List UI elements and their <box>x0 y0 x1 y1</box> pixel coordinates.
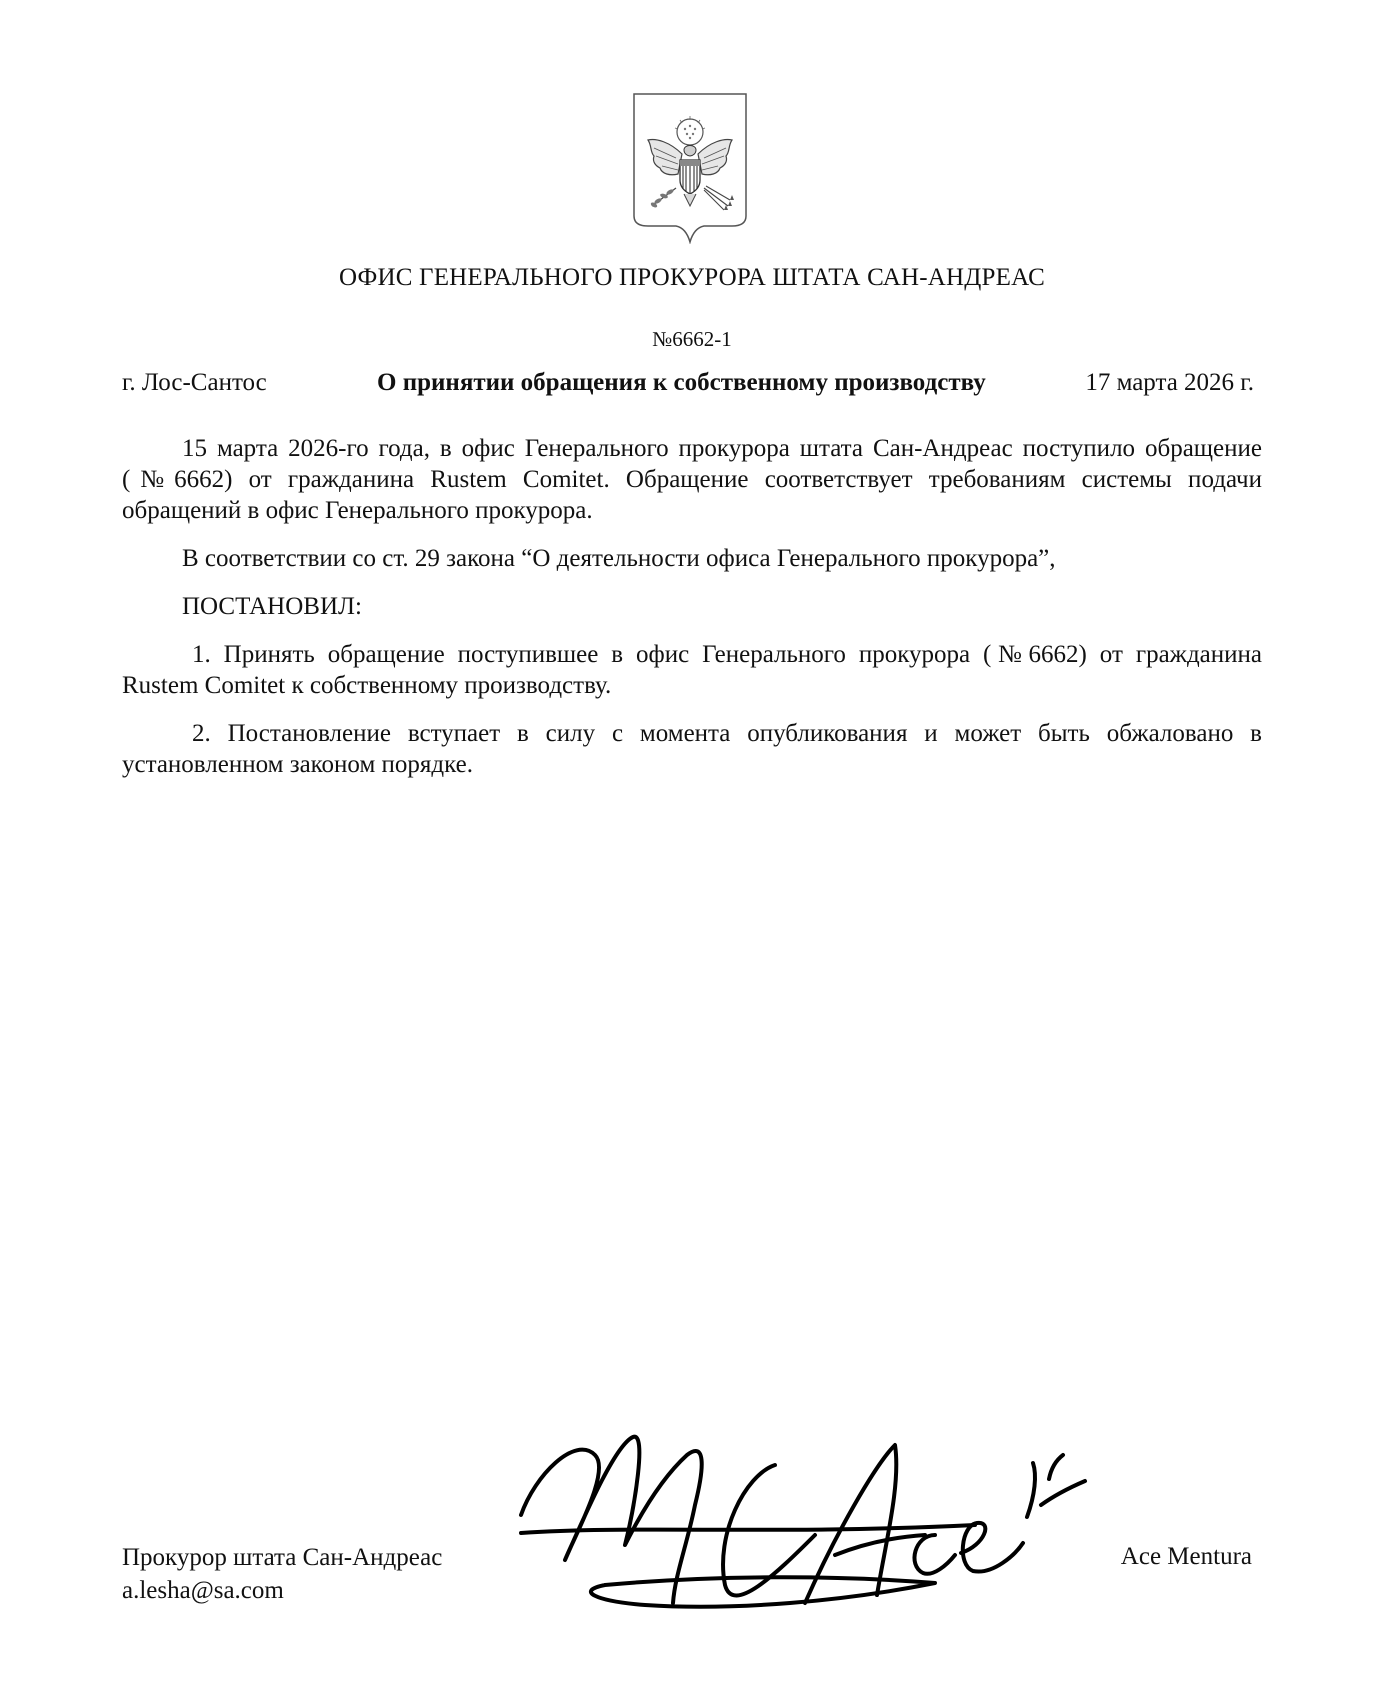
document-number: №6662-1 <box>652 327 732 351</box>
document-meta-row <box>122 369 1254 401</box>
coat-of-arms-icon <box>632 92 748 244</box>
resolution-item-2: 2. Постановление вступает в силу с момента опубликования и может быть обжаловано в установленном законом порядке. <box>122 720 1262 778</box>
document-date: 17 марта 2026 г. <box>1085 369 1254 396</box>
signatory-block <box>122 1541 442 1607</box>
signatory-email: a.lesha@sa.com <box>122 1577 284 1604</box>
handwritten-signature <box>515 1425 1105 1625</box>
document-city: г. Лос-Сантос <box>122 369 267 396</box>
resolved-heading: ПОСТАНОВИЛ: <box>182 593 362 620</box>
document-body <box>122 433 1262 797</box>
office-title: ОФИС ГЕНЕРАЛЬНОГО ПРОКУРОРА ШТАТА САН-АНДРЕАС <box>338 264 1046 291</box>
signatory-name: Ace Mentura <box>1120 1543 1252 1570</box>
resolution-item-1: 1. Принять обращение поступившее в офис Генерального прокурора (№6662) от гражданина Rustem Comitet к собственному производству. <box>122 641 1262 699</box>
document-subject: О принятии обращения к собственному производству <box>377 369 986 396</box>
body-paragraph-2: В соответствии со ст. 29 закона “О деятельности офиса Генерального прокурора”, <box>182 545 1056 572</box>
body-paragraph-1: 15 марта 2026-го года, в офис Генерального прокурора штата Сан-Андреас поступило обращение (№6662) от гражданина Rustem Comitet. Обращение соответствует требованиям системы подачи обращений в офис Генерального прокурора. <box>122 435 1262 524</box>
signatory-position: Прокурор штата Сан-Андреас <box>122 1544 443 1571</box>
